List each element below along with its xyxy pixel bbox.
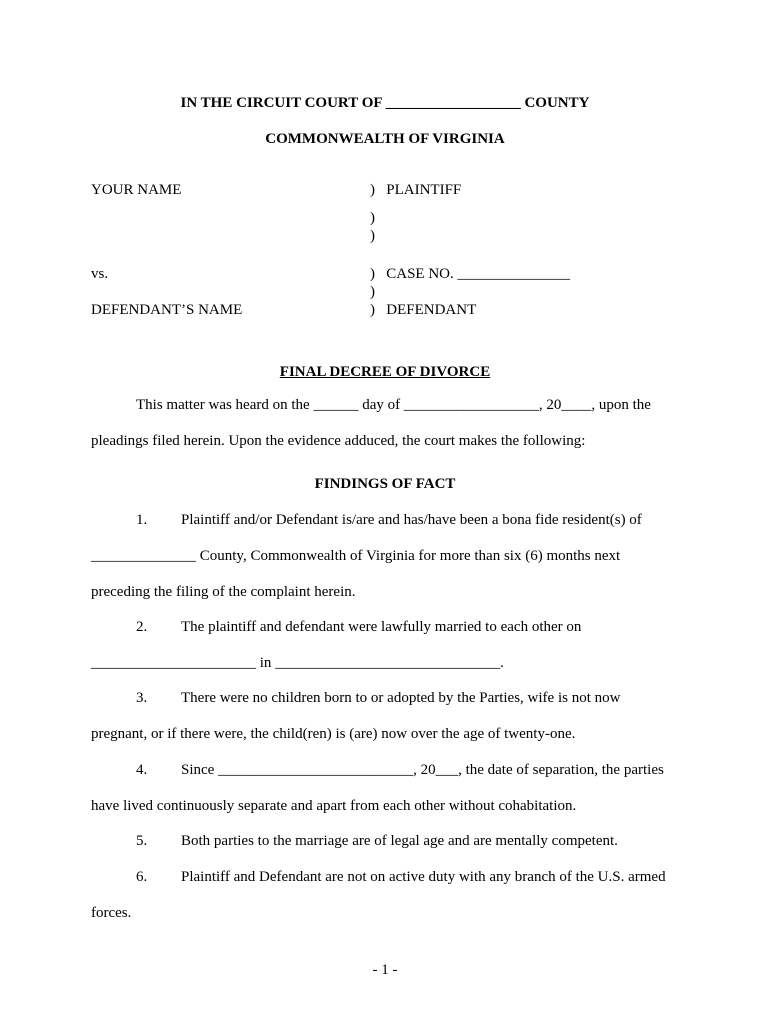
findings-heading: FINDINGS OF FACT xyxy=(314,476,456,492)
decree-title xyxy=(0,363,770,381)
versus-label: vs. xyxy=(91,266,109,282)
caption-paren: ) xyxy=(370,228,375,244)
finding-text: Plaintiff and/or Defendant is/are and has/have been a bona fide resident(s) of xyxy=(181,512,642,528)
plaintiff-role: ) PLAINTIFF xyxy=(370,182,462,198)
finding-text: have lived continuously separate and apart from each other without cohabitation. xyxy=(91,798,577,814)
decree-title-text: FINAL DECREE OF DIVORCE xyxy=(279,364,491,380)
plaintiff-name: YOUR NAME xyxy=(91,182,182,198)
finding-text: ______________________ in ______________________________. xyxy=(91,655,504,671)
finding-number: 3. xyxy=(136,690,148,706)
intro-line-2: pleadings filed herein. Upon the evidence adduced, the court makes the following: xyxy=(91,433,586,449)
finding-text: There were no children born to or adopted by the Parties, wife is not now xyxy=(181,690,621,706)
finding-number: 2. xyxy=(136,619,148,635)
page-number: - 1 - xyxy=(372,962,398,978)
finding-number: 1. xyxy=(136,512,148,528)
finding-number: 4. xyxy=(136,762,148,778)
finding-text: ______________ County, Commonwealth of Virginia for more than six (6) months next xyxy=(91,548,621,564)
defendant-role: ) DEFENDANT xyxy=(370,302,477,318)
court-heading: IN THE CIRCUIT COURT OF __________________ COUNTY xyxy=(180,95,590,111)
case-number: ) CASE NO. _______________ xyxy=(370,266,571,282)
finding-text: forces. xyxy=(91,905,132,921)
finding-text: Plaintiff and Defendant are not on active duty with any branch of the U.S. armed xyxy=(181,869,666,885)
finding-number: 5. xyxy=(136,833,148,849)
finding-text: The plaintiff and defendant were lawfully married to each other on xyxy=(181,619,582,635)
finding-text: pregnant, or if there were, the child(ren) is (are) now over the age of twenty-one. xyxy=(91,726,576,742)
defendant-name: DEFENDANT’S NAME xyxy=(91,302,243,318)
caption-paren: ) xyxy=(370,284,375,300)
commonwealth-heading: COMMONWEALTH OF VIRGINIA xyxy=(265,131,505,147)
intro-line-1: This matter was heard on the ______ day of __________________, 20____, upon the xyxy=(136,397,651,413)
finding-text: Since __________________________, 20___, the date of separation, the parties xyxy=(181,762,664,778)
finding-text: Both parties to the marriage are of legal age and are mentally competent. xyxy=(181,833,618,849)
finding-text: preceding the filing of the complaint herein. xyxy=(91,584,356,600)
caption-paren: ) xyxy=(370,210,375,226)
finding-number: 6. xyxy=(136,869,148,885)
